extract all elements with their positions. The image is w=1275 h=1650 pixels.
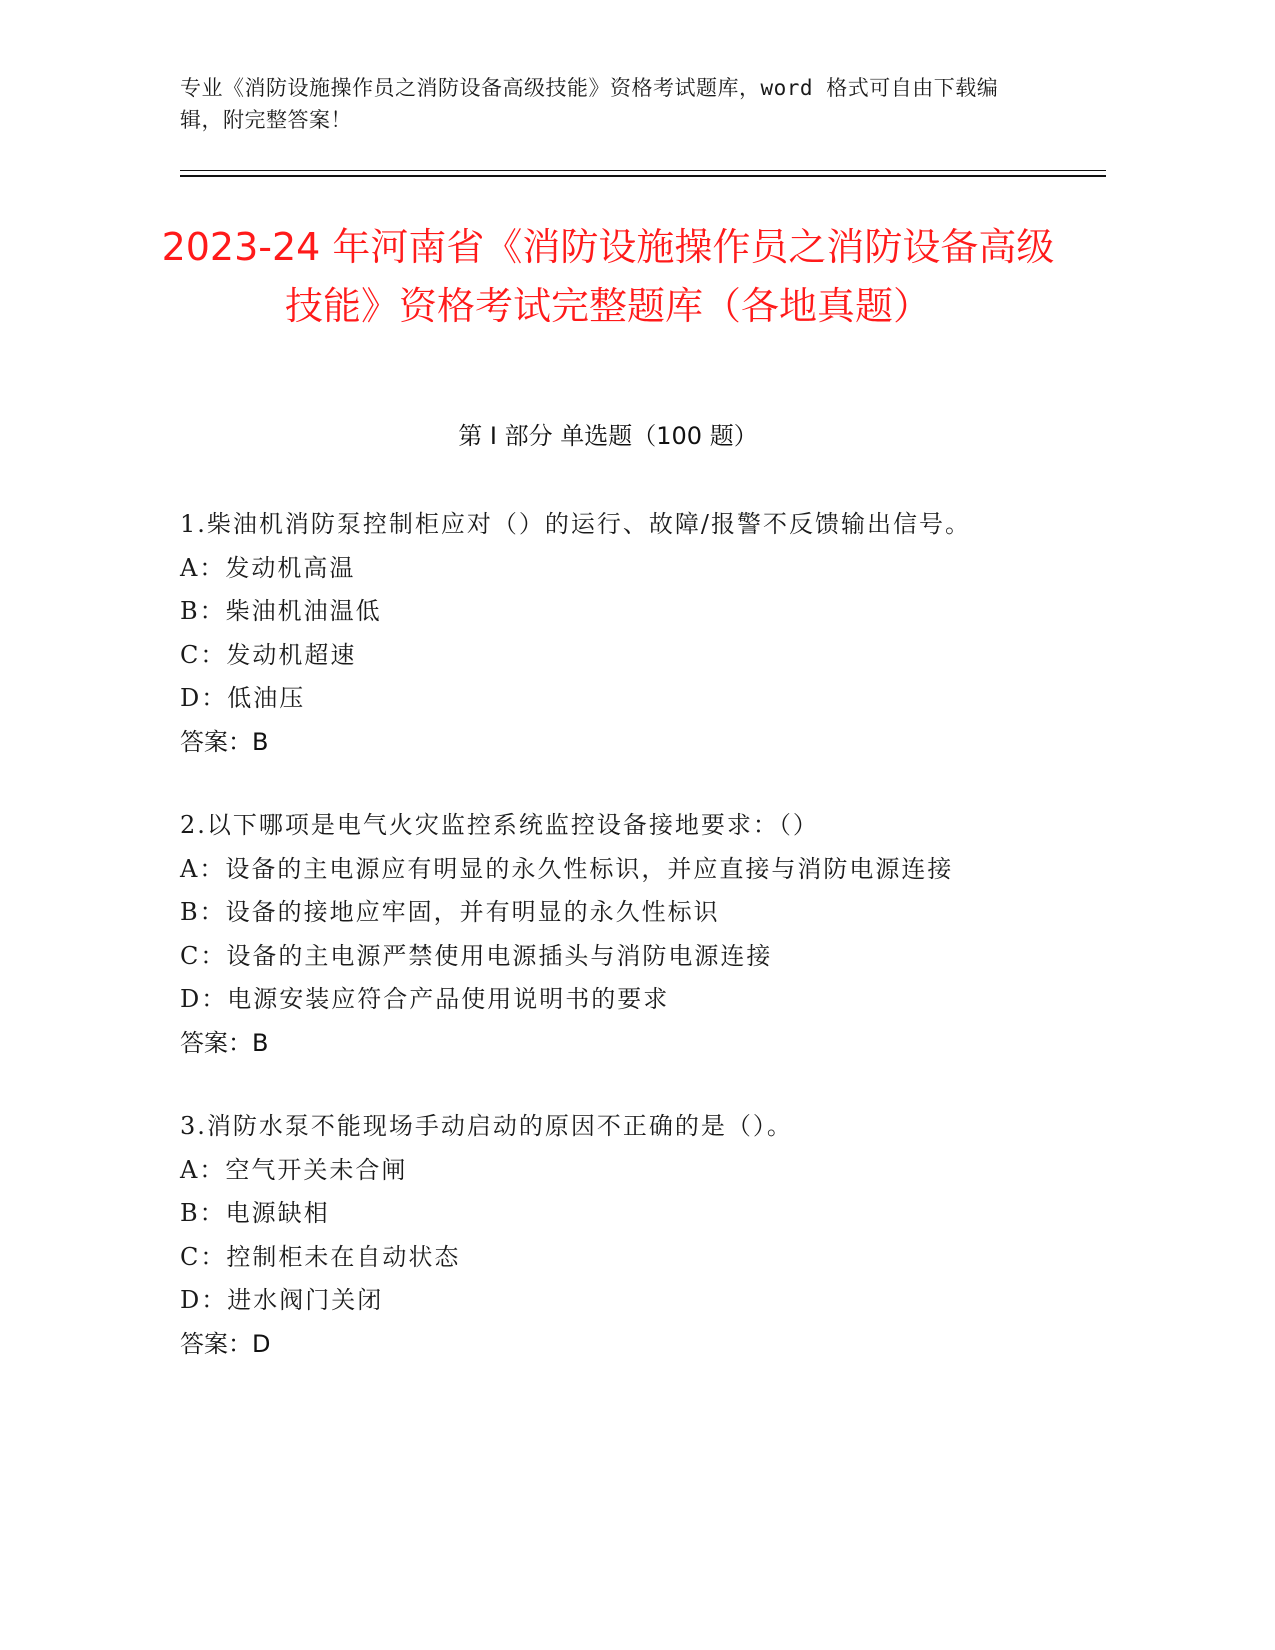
option-b: B：柴油机油温低 [180,597,382,625]
option-c: C：控制柜未在自动状态 [180,1242,461,1271]
header-rule-thin [180,170,1106,171]
option-d: D：进水阀门关闭 [180,1286,384,1314]
option-c: C：发动机超速 [180,640,357,669]
question-item [180,1105,1100,1366]
option-d: D：低油压 [180,684,306,712]
option-a: A：发动机高温 [180,553,356,582]
question-stem: 3.消防水泵不能现场手动启动的原因不正确的是（）。 [180,1112,793,1140]
question-stem: 2.以下哪项是电气火灾监控系统监控设备接地要求：（） [180,811,819,839]
option-a: A：设备的主电源应有明显的永久性标识，并应直接与消防电源连接 [180,854,954,883]
option-d: D：电源安装应符合产品使用说明书的要求 [180,985,670,1013]
option-b: B：设备的接地应牢固，并有明显的永久性标识 [180,898,720,926]
question-item [180,503,1100,764]
option-a: A：空气开关未合闸 [180,1155,408,1184]
option-b: B：电源缺相 [180,1199,330,1227]
question-stem: 1.柴油机消防泵控制柜应对（）的运行、故障/报警不反馈输出信号。 [180,510,971,538]
answer-line: 答案：D [180,1329,271,1358]
section-heading: 第 I 部分 单选题（100 题） [458,422,758,450]
question-item [180,804,1100,1065]
header-rule-thick [180,175,1106,177]
document-title: 2023-24 年河南省《消防设施操作员之消防设备高级技能》资格考试完整题库（各地真题） [161,225,1055,328]
answer-line: 答案：B [180,1028,269,1057]
option-c: C：设备的主电源严禁使用电源插头与消防电源连接 [180,941,773,970]
answer-line: 答案：B [180,727,269,756]
question-list [180,503,1100,1406]
header-note: 专业《消防设施操作员之消防设备高级技能》资格考试题库，word 格式可自由下载编辑，附完整答案！ [180,76,999,132]
